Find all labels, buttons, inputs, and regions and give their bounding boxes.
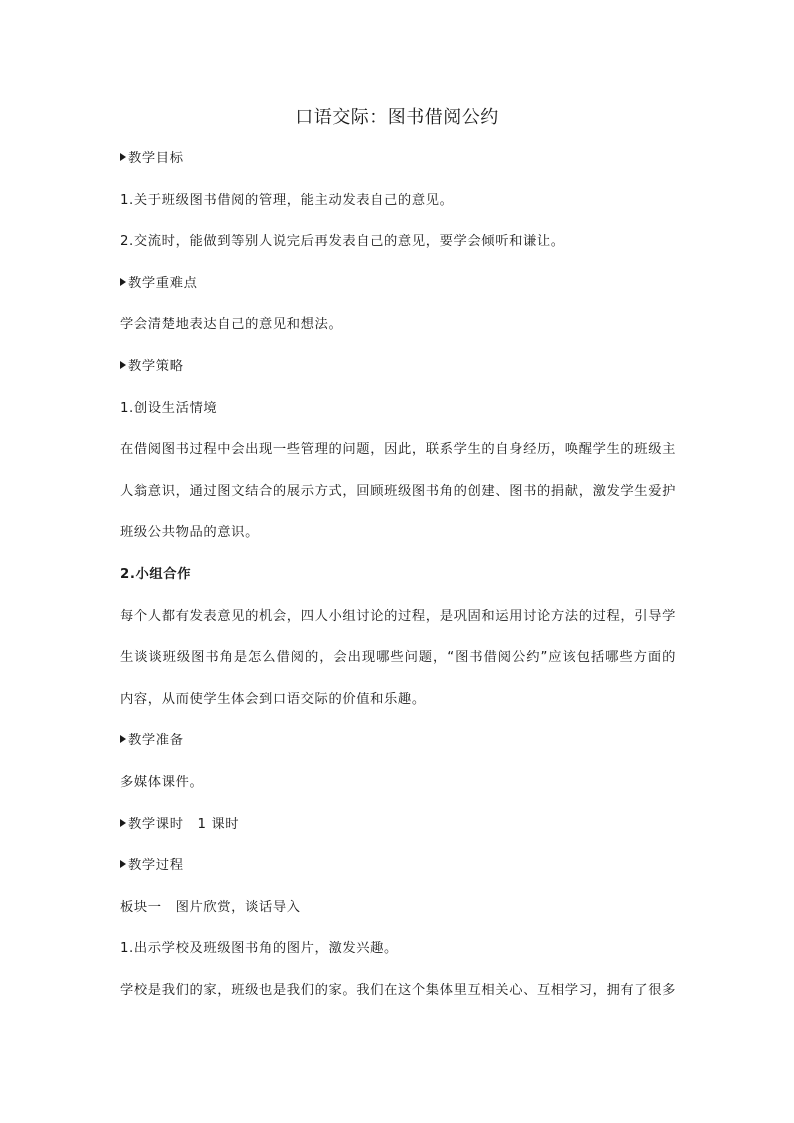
paragraph-line: 在借阅图书过程中会出现一些管理的问题，因此，联系学生的自身经历，唤醒学生的班级主: [120, 442, 676, 458]
triangle-bullet-icon: [120, 735, 126, 743]
triangle-bullet-icon: [120, 153, 126, 161]
paragraph-line: 学会清楚地表达自己的意见和想法。: [120, 317, 343, 333]
page-title: 口语交际：图书借阅公约: [295, 107, 499, 128]
section-heading-objectives: 教学目标: [120, 148, 676, 190]
section-heading-key-points: 教学重难点: [120, 273, 676, 315]
paragraph-line: 每个人都有发表意见的机会，四人小组讨论的过程，是巩固和运用讨论方法的过程，引导学: [120, 608, 676, 624]
document-body: [120, 148, 676, 1021]
subheading-group-work: 2.小组合作: [120, 566, 192, 582]
paragraph-line: 多媒体课件。: [120, 774, 204, 790]
paragraph-line: 2.交流时，能做到等别人说完后再发表自己的意见，要学会倾听和谦让。: [120, 234, 565, 250]
triangle-bullet-icon: [120, 860, 126, 868]
triangle-bullet-icon: [120, 278, 126, 286]
section-heading-strategy: 教学策略: [120, 356, 676, 398]
paragraph-line: 内容，从而使学生体会到口语交际的价值和乐趣。: [120, 691, 426, 707]
paragraph-line: 板块一 图片欣赏，谈话导入: [120, 899, 301, 915]
paragraph-line: 1.出示学校及班级图书角的图片，激发兴趣。: [120, 941, 398, 957]
section-heading-class-hours: 教学课时 1 课时: [120, 814, 676, 856]
paragraph-line: 1.创设生活情境: [120, 400, 218, 416]
triangle-bullet-icon: [120, 361, 126, 369]
paragraph-line: 1.关于班级图书借阅的管理，能主动发表自己的意见。: [120, 192, 454, 208]
paragraph-line: 班级公共物品的意识。: [120, 525, 259, 541]
paragraph-line: 学校是我们的家，班级也是我们的家。我们在这个集体里互相关心、互相学习，拥有了很多: [120, 982, 676, 998]
triangle-bullet-icon: [120, 819, 126, 827]
paragraph-line: 人翁意识，通过图文结合的展示方式，回顾班级图书角的创建、图书的捐献，激发学生爱护: [120, 483, 676, 499]
section-heading-preparation: 教学准备: [120, 730, 676, 772]
paragraph-line: 生谈谈班级图书角是怎么借阅的，会出现哪些问题，“图书借阅公约”应该包括哪些方面的: [120, 650, 676, 666]
section-heading-process: 教学过程: [120, 855, 676, 897]
